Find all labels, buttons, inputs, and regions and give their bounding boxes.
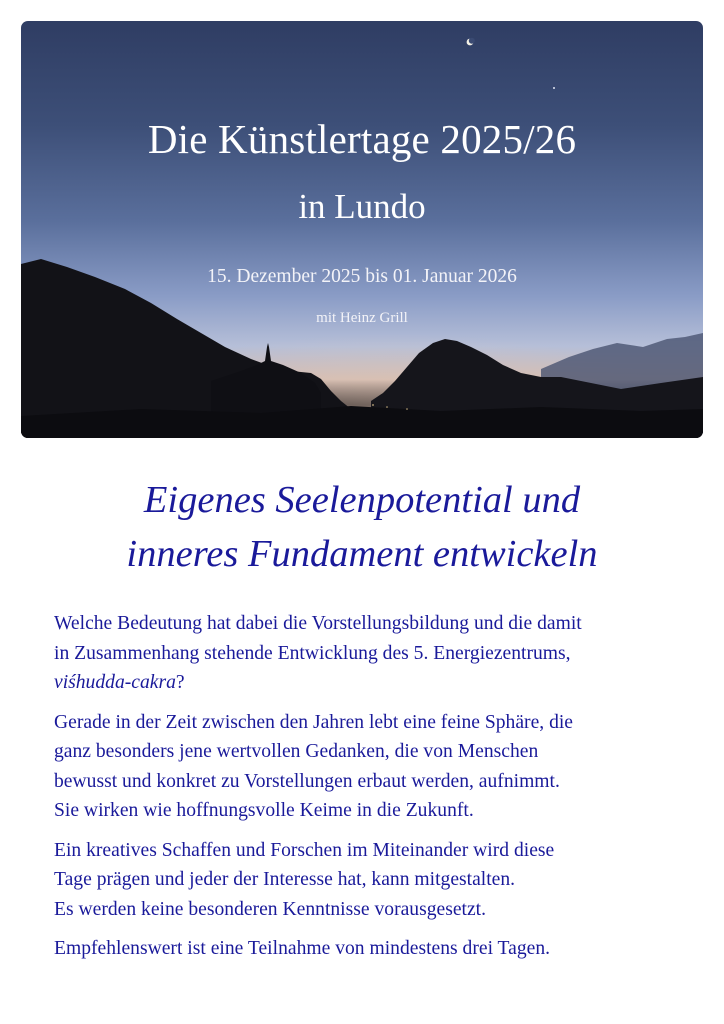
paragraph-4-line-1: Empfehlenswert ist eine Teilnahme von mindestens drei Tagen. — [54, 938, 551, 959]
event-dates: 15. Dezember 2025 bis 01. Januar 2026 — [207, 266, 517, 287]
paragraph-3 — [54, 836, 694, 925]
event-guest: mit Heinz Grill — [316, 310, 408, 326]
paragraph-4 — [54, 934, 694, 964]
mountain-landscape — [21, 21, 703, 438]
paragraph-1-line-1: Welche Bedeutung hat dabei die Vorstellungsbildung und die damit — [54, 613, 582, 634]
paragraph-1-line-2: in Zusammenhang stehende Entwicklung des 5. Energiezentrums, — [54, 642, 571, 664]
valley-floor — [21, 406, 703, 438]
hero-image — [21, 21, 703, 438]
paragraph-1-line-3 — [54, 668, 694, 698]
paragraph-1 — [54, 609, 694, 698]
question-mark: ? — [175, 672, 185, 693]
paragraph-3-line-3: Es werden keine besonderen Kenntnisse vorausgesetzt. — [54, 898, 487, 920]
moon-icon — [467, 38, 475, 46]
paragraph-3-line-2: Tage prägen und jeder der Interesse hat, kann mitgestalten. — [54, 869, 516, 890]
paragraph-2-line-1: Gerade in der Zeit zwischen den Jahren lebt eine feine Sphäre, die — [54, 711, 574, 733]
paragraph-2 — [54, 708, 694, 826]
event-location: in Lundo — [298, 187, 426, 226]
headline-line-2: inneres Fundament entwickeln — [126, 533, 598, 575]
star-icon — [553, 87, 555, 89]
sanskrit-term: viśhudda-cakra — [54, 672, 176, 693]
paragraph-2-line-2: ganz besonders jene wertvollen Gedanken, die von Menschen — [54, 741, 539, 762]
headline — [0, 473, 724, 581]
paragraph-2-line-4: Sie wirken wie hoffnungsvolle Keime in die Zukunft. — [54, 800, 474, 821]
event-title: Die Künstlertage 2025/26 — [147, 116, 577, 162]
paragraph-3-line-1: Ein kreatives Schaffen und Forschen im Miteinander wird diese — [54, 839, 555, 861]
headline-line-1: Eigenes Seelenpotential und — [143, 479, 581, 521]
body-text — [54, 609, 694, 974]
paragraph-2-line-3: bewusst und konkret zu Vorstellungen erbaut werden, aufnimmt. — [54, 770, 560, 792]
